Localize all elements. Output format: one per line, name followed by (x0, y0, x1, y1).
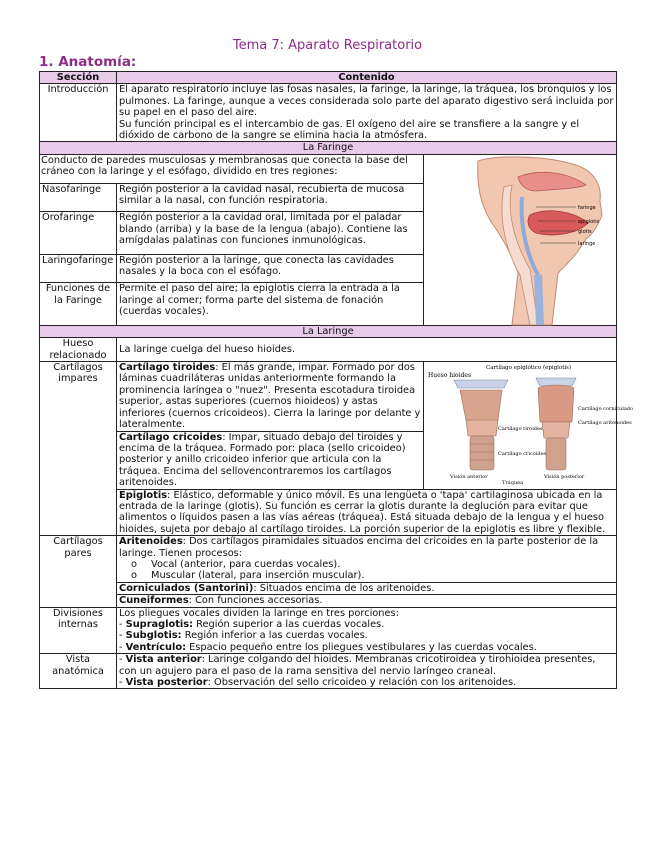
intro-p1: El aparato respiratorio incluye las fosas nasales, la faringe, la laringe, la tráquea, los bronquios y los pulmones. La faringe, aunque a veces considerada solo parte del aparato digestivo será incluida por su papel en el paso del aire. (119, 84, 614, 119)
tiroides-text: : El más grande, impar. Formado por dos láminas cuadriláteras unidas anteriormente formando la prominencia laríngea o "nuez". Presenta escotadura tiroidea superior, astas superiores (cuernos hioideos) y astas inferiores (cuernos cricoideos). Cierra la laringe por delante y lateralmente. (119, 362, 421, 431)
cuneiformes-cell (117, 595, 617, 607)
divisiones-intro: Los pliegues vocales dividen la laringe en tres porciones: (119, 607, 399, 619)
pares-label: Cartílagos pares (40, 536, 117, 607)
anatomy-table (39, 71, 634, 689)
list-item: - Supraglotis: Región superior a las cuerdas vocales. (119, 619, 385, 630)
cuneiformes-term: Cuneiformes (119, 595, 189, 607)
faringe-intro: Conducto de paredes musculosas y membranosas que conecta la base del cráneo con la laringe y el esófago, dividido en tres regiones: (40, 154, 424, 183)
nasofaringe-label: Nasofaringe (40, 183, 117, 212)
fig-label-posterior: Visión posterior (544, 474, 585, 481)
table-row (40, 84, 617, 142)
table-row (40, 536, 617, 583)
header-section: Sección (40, 72, 117, 84)
orofaringe-text: Región posterior a la cavidad oral, limitada por el paladar blando (arriba) y la base de la lengua (abajo). Contiene las amígdalas palatinas con funciones inmunológicas. (117, 212, 424, 254)
table-row (40, 582, 617, 594)
table-row (40, 607, 617, 654)
corniculados-cell (117, 582, 617, 594)
list-item: o Muscular (lateral, para inserción muscular). (131, 570, 365, 582)
tiroides-term: Cartílago tiroides (119, 362, 216, 374)
fig-label-corniculado: Cartílago corniculado (578, 406, 634, 413)
larynx-figure (424, 362, 634, 489)
table-row (40, 154, 617, 183)
fig-label-epiglotico: Cartílago epiglótico (epiglotis) (486, 365, 572, 372)
intro-label: Introducción (40, 84, 117, 142)
fig-label-traquea: Tráquea (502, 480, 524, 487)
list-item: - Ventrículo: Espacio pequeño entre los pliegues vestibulares y las cuerdas vocales. (119, 641, 537, 653)
section-heading: 1. Anatomía: (39, 54, 137, 70)
funciones-label: Funciones de la Faringe (40, 283, 117, 326)
cuneiformes-text: : Con funciones accesorias. (188, 595, 323, 607)
faringe-band: La Faringe (40, 142, 617, 154)
fig-label-tiroides: Cartílago tiroides (498, 426, 543, 433)
header-content: Contenido (117, 72, 617, 84)
corniculados-term: Corniculados (Santorini) (119, 582, 254, 594)
list-item: - Vista anterior: Laringe colgando del hioides. Membranas cricotiroidea y tirohioidea presentes, con un agujero para el paso de la rama sensitiva del nervio laríngeo craneal. (119, 654, 596, 677)
impares-label: Cartílagos impares (40, 362, 117, 536)
epiglotis-term: Epiglotis (119, 489, 168, 501)
cricoides-text: : Impar, situado debajo del tiroides y encima de la tráquea. Formado por: placa (sello cricoideo) posterior y anillo cricoideo inferior que articula con la tráquea. Encima del sellovencontraremos los cartílagos aritenoides. (119, 431, 406, 489)
fig-label-anterior: Visión anterior (450, 474, 488, 481)
band-row (40, 142, 617, 154)
table-row (40, 595, 617, 607)
larynx-illustration-icon (426, 362, 634, 487)
fig-label-glotis: glotis (578, 228, 592, 235)
hueso-label: Hueso relacionado (40, 338, 117, 362)
bullet-icon: o (131, 558, 137, 570)
pharynx-figure (424, 154, 617, 325)
divisiones-cell (117, 607, 617, 654)
cricoides-cell (117, 431, 424, 489)
intro-p2: Su función principal es el intercambio de gas. El oxígeno del aire se transfiere a la sangre y el dióxido de carbono de la sangre se elimina hacia la atmósfera. (119, 118, 580, 142)
hueso-text: La laringe cuelga del hueso hioides. (117, 338, 617, 362)
nasofaringe-text: Región posterior a la cavidad nasal, recubierta de mucosa similar a la nasal, con función respiratoria. (117, 183, 424, 212)
fig-label-aritenoides: Cartílago aritenoides (578, 420, 632, 427)
vista-cell (117, 654, 617, 689)
laringofaringe-text: Región posterior a la laringe, que conecta las cavidades nasales y la boca con el esófago. (117, 254, 424, 283)
table-row (40, 338, 617, 362)
tiroides-cell (117, 362, 424, 431)
fig-label-cricoides: Cartílago cricoides (498, 451, 547, 458)
aritenoides-term: Aritenoides (119, 536, 183, 548)
cricoides-term: Cartílago cricoides (119, 431, 223, 443)
divisiones-label: Divisiones internas (40, 607, 117, 654)
intro-content (117, 84, 617, 142)
table-header-row (40, 72, 617, 84)
funciones-text: Permite el paso del aire; la epiglotis cierra la entrada a la laringe al comer; forma parte del sistema de fonación (cuerdas vocales). (117, 283, 424, 326)
list-item: o Vocal (anterior, para cuerdas vocales). (131, 558, 341, 570)
orofaringe-label: Orofaringe (40, 212, 117, 254)
table-row (40, 489, 617, 536)
fig-label-faringe: faringe (578, 204, 596, 211)
aritenoides-cell (117, 536, 617, 583)
bullet-icon: o (131, 570, 137, 582)
epiglotis-text: : Elástico, deformable y único móvil. Es una lengüeta o 'tapa' cartilaginosa ubicada en la entrada de la laringe (glotis). Su función es cerrar la glotis durante la deglución para evitar que alimentos o líquidos pasen a las vías aéreas (tráquea). Está situada debajo de la lengua y el hueso hioides, sujeta por debajo al cartílago tiroides. La porción superior de la epiglotis es libre y flexible. (119, 489, 606, 535)
laringe-band: La Laringe (40, 325, 617, 337)
table-row (40, 362, 617, 431)
table-row (40, 654, 617, 689)
pharynx-illustration-icon (426, 155, 614, 325)
laringofaringe-label: Laringofaringe (40, 254, 117, 283)
band-row (40, 325, 617, 337)
aritenoides-text: : Dos cartílagos piramidales situados encima del cricoides en la parte posterior de la laringe. Tienen procesos: (119, 536, 599, 559)
fig-label-laringe: laringe (578, 240, 596, 247)
fig-label-hioides: Hueso hioides (428, 372, 472, 380)
vista-label: Vista anatómica (40, 654, 117, 689)
corniculados-text: : Situados encima de los aritenoides. (253, 582, 435, 594)
list-item: - Subglotis: Región inferior a las cuerdas vocales. (119, 630, 368, 642)
list-item: - Vista posterior: Observación del sello cricoideo y relación con los aritenoides. (119, 677, 517, 689)
fig-label-epiglotis: epiglotis (578, 218, 600, 225)
document-title: Tema 7: Aparato Respiratorio (232, 38, 423, 53)
epiglotis-cell (117, 489, 617, 536)
